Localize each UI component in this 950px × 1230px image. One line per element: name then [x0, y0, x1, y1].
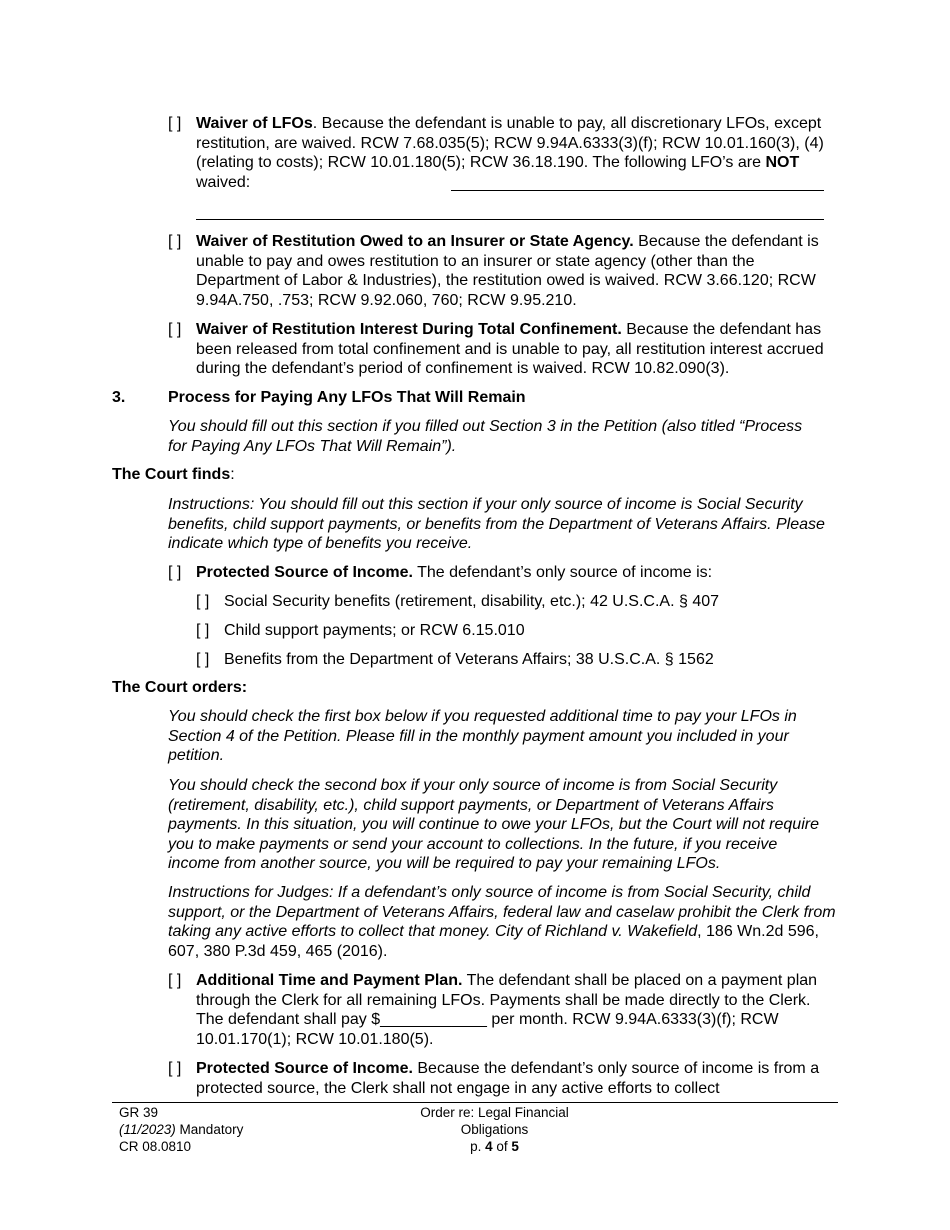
court-orders-instruction-2: You should check the second box if your only source of income is from Social Security (retirement, disability, etc.), child support payments, or Department of Veterans Affairs payments. In this situation, you will continue to owe your LFOs, but the Court will not require you to make payments or send your account to collections. In the future, if you receive income from another source, you will be required to pay your remaining LFOs.	[168, 777, 819, 872]
additional-time-title: Additional Time and Payment Plan.	[196, 972, 463, 989]
waiver-restitution-interest-text: Because the defendant has been released from total confinement and is unable to pay, all restitution interest accrued during the defendant’s period of confinement is waived. RCW 10.82.090(3).	[196, 321, 824, 377]
protected-source-order-title: Protected Source of Income.	[196, 1060, 413, 1077]
form-code: CR 08.0810	[119, 1139, 192, 1154]
waiver-lfos-text-end: waived:	[196, 173, 251, 191]
case-citation: , 186 Wn.2d 596, 607, 380 P.3d 459, 465 (2016).	[168, 923, 819, 960]
option-social-security: Social Security benefits (retirement, disability, etc.); 42 U.S.C.A. § 407	[224, 593, 720, 610]
protected-source-title: Protected Source of Income.	[196, 564, 413, 581]
waiver-restitution-interest-paragraph	[196, 320, 838, 379]
checkbox-protected-source-order[interactable]: [ ]	[168, 1060, 182, 1077]
checkbox-protected-source-finding[interactable]: [ ]	[168, 564, 182, 581]
section-title: Process for Paying Any LFOs That Will Remain	[168, 389, 526, 406]
waiver-restitution-insurer-paragraph	[196, 232, 828, 310]
case-name: City of Richland v. Wakefield	[494, 923, 698, 940]
checkbox-waiver-lfos[interactable]: [ ]	[168, 115, 182, 132]
not-emphasis: NOT	[765, 154, 800, 171]
additional-time-paragraph: Additional Time and Payment Plan. The defendant shall be placed on a payment plan through the Clerk for all remaining LFOs. Payments shall be made directly to the Clerk. The defendant shall pay $____________ per month. RCW 9.94A.6333(3)(f); RCW 10.01.170(1); RCW 10.01.180(5).	[196, 972, 818, 1048]
page-footer	[112, 1102, 838, 1154]
lfos-not-waived-field-line1[interactable]	[451, 190, 824, 191]
monthly-payment-field[interactable]: ____________	[380, 1011, 487, 1028]
protected-source-text: The defendant’s only source of income is:	[412, 564, 713, 581]
checkbox-waiver-restitution-insurer[interactable]: [ ]	[168, 233, 182, 250]
court-orders-heading: The Court orders:	[112, 679, 248, 696]
protected-source-finding	[196, 563, 828, 583]
checkbox-waiver-restitution-interest[interactable]: [ ]	[168, 321, 182, 338]
section-number: 3.	[112, 389, 126, 406]
judges-instruction: Instructions for Judges: If a defendant’s only source of income is from Social Security, child support, or the Department of Veterans Affairs, federal law and caselaw prohibit the Clerk from taking any active efforts to collect that money. City of Richland v. Wakefield, 186 Wn.2d 596, 607, 380 P.3d 459, 465 (2016).	[168, 884, 836, 960]
waiver-lfos-title: Waiver of LFOs	[196, 115, 313, 132]
checkbox-social-security[interactable]: [ ]	[196, 593, 210, 610]
checkbox-child-support[interactable]: [ ]	[196, 622, 210, 639]
checkbox-veterans-affairs[interactable]: [ ]	[196, 651, 210, 668]
protected-source-order-paragraph: Protected Source of Income. Because the defendant’s only source of income is from a protected source, the Clerk shall not engage in any active efforts to collect	[196, 1060, 820, 1097]
waiver-restitution-interest-title: Waiver of Restitution Interest During Total Confinement.	[196, 321, 622, 338]
court-finds-heading: The Court finds:	[112, 466, 235, 483]
page-number: p. 4 of 5	[470, 1139, 519, 1154]
section3-instruction: You should fill out this section if you filled out Section 3 in the Petition (also titled “Process for Paying Any LFOs That Will Remain”).	[168, 418, 803, 455]
lfos-not-waived-field-line2[interactable]	[196, 219, 824, 220]
option-child-support: Child support payments; or RCW 6.15.010	[224, 622, 525, 639]
option-veterans-affairs: Benefits from the Department of Veterans Affairs; 38 U.S.C.A. § 1562	[224, 651, 714, 668]
footer-form-info	[119, 1104, 243, 1155]
waiver-restitution-insurer-title: Waiver of Restitution Owed to an Insurer or State Agency.	[196, 233, 634, 250]
form-date: (11/2023) Mandatory	[119, 1122, 244, 1137]
waiver-lfos-paragraph	[196, 114, 828, 192]
court-finds-instruction: Instructions: You should fill out this section if your only source of income is Social Security benefits, child support payments, or benefits from the Department of Veterans Affairs. Please indicate which type of benefits you receive.	[168, 496, 825, 552]
checkbox-additional-time[interactable]: [ ]	[168, 972, 182, 989]
waiver-lfos-text: . Because the defendant is unable to pay, all discretionary LFOs, except restitution, are waived. RCW 7.68.035(5); RCW 9.94A.6333(3)(f); RCW 10.01.160(3), (4) (relating to costs); RCW 10.01.180(5); RCW 36.18.190. The following LFO’s are	[196, 115, 824, 171]
footer-title: Order re: Legal Financial Obligations p. 4 of 5	[382, 1104, 607, 1155]
form-id: GR 39	[119, 1105, 159, 1120]
waiver-restitution-insurer-text: Because the defendant is unable to pay and owes restitution to an insurer or state agency (other than the Department of Labor & Industries), the restitution owed is waived. RCW 3.66.120; RCW 9.94A.750, .753; RCW 9.92.060, 760; RCW 9.95.210.	[196, 233, 819, 309]
court-orders-instruction-1: You should check the first box below if you requested additional time to pay your LFOs in Section 4 of the Petition. Please fill in the monthly payment amount you included in your petition.	[168, 708, 797, 764]
